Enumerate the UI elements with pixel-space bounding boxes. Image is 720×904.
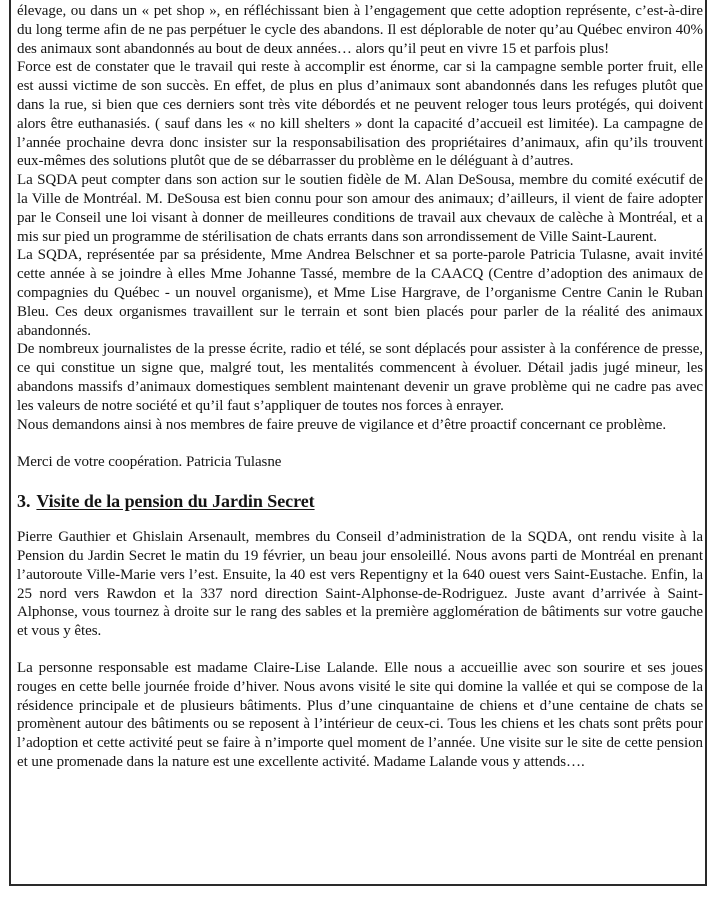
section-heading	[17, 490, 703, 512]
paragraph-sqda-representatives: La SQDA, représentée par sa présidente, Mme Andrea Belschner et sa porte-parole Patricia Tulasne, avait invité cette année à se joindre à elles Mme Johanne Tassé, membre de la CAACQ (Centre d’adoption des animaux de compagnies du Québec - un nouvel organisme), et Mme Lise Hargrave, de l’organisme Centre Canin le Ruban Bleu. Ces deux organismes travaillent sur le terrain et sont bien placés pour parler de la réalité des animaux abandonnés.	[17, 247, 703, 339]
closing-signature: Merci de votre coopération. Patricia Tulasne	[17, 454, 282, 471]
paragraph-visit-description: La personne responsable est madame Claire-Lise Lalande. Elle nous a accueillie avec son sourire et ses joues rouges en cette belle journée froide d’hiver. Nous avons visité le site qui domine la vallée et qui se compose de la résidence principale et de plusieurs bâtiments. Plus d’une cinquantaine de chiens et d’une centaine de chats se promènent autour des bâtiments ou se reposent à l’intérieur de ceux-ci. Tous les chiens et les chats sont prêts pour l’adoption et cette activité peut se faire à n’importe quel moment de l’année. Une visite sur le site de cette pension et une promenade dans la nature est une excellente activité. Madame Lalande vous y attends….	[17, 659, 703, 770]
paragraph-vigilance-request: Nous demandons ainsi à nos membres de faire preuve de vigilance et d’être proactif concernant ce problème.	[17, 416, 667, 433]
section-number: 3.	[17, 491, 31, 512]
article-body	[17, 2, 703, 772]
paragraph-press-coverage: De nombreux journalistes de la presse écrite, radio et télé, se sont déplacés pour assister à la conférence de presse, ce qui constitue un signe que, malgré tout, les mentalités commencent à évoluer. Détail jadis jugé mineur, les abandons massifs d’animaux domestiques semblent maintenant devenir un grave problème qui ne cadre pas avec les valeurs de notre société et qu’il faut s’appliquer de toutes nos forces à enrayer.	[17, 341, 703, 414]
paragraph-campaign-success: Force est de constater que le travail qui reste à accomplir est énorme, car si la campagne semble porter fruit, elle est aussi victime de son succès. En effet, de plus en plus d’animaux sont abandonnés dans les refuges plutôt que dans la rue, si bien que ces derniers sont très vite débordés et ne peuvent reloger tous leurs protégés, qui doivent alors être euthanasiés. ( sauf dans les « no kill shelters » dont la capacité d’accueil est limitée). La campagne de l’année prochaine devra donc insister sur la responsabilisation des propriétaires d’animaux, afin qu’ils trouvent eux-mêmes des solutions plutôt que de se débarrasser du problème en le déléguant à d’autres.	[17, 59, 703, 170]
paragraph-adoption-engagement: élevage, ou dans un « pet shop », en réfléchissant bien à l’engagement que cette adoption représente, c’est-à-dire du long terme afin de ne pas perpétuer le cycle des abandons. Il est déplorable de noter qu’au Québec environ 40% des animaux sont abandonnés au bout de deux années… alors qu’il peut en vivre 15 et parfois plus!	[17, 3, 703, 57]
paragraph-alan-desousa: La SQDA peut compter dans son action sur le soutien fidèle de M. Alan DeSousa, membre du comité exécutif de la Ville de Montréal. M. DeSousa est bien connu pour son amour des animaux; d’ailleurs, il vient de faire adopter par le Conseil une loi visant à donner de meilleures conditions de travail aux chevaux de calèche à Montréal, et a mis sur pied un programme de stérilisation de chats errants dans son arrondissement de Ville Saint-Laurent.	[17, 172, 703, 245]
paragraph-visit-directions: Pierre Gauthier et Ghislain Arsenault, membres du Conseil d’administration de la SQDA, ont rendu visite à la Pension du Jardin Secret le matin du 19 février, un beau jour ensoleillé. Nous avons parti de Montréal en prenant l’autoroute Ville-Marie vers l’est. Ensuite, la 40 est vers Repentigny et la 640 ouest vers Saint-Eustache. Enfin, la 25 nord vers Rawdon et la 337 nord direction Saint-Alphonse-de-Rodriguez. Juste avant d’arrivée à Saint-Alphonse, vous tournez à droite sur le rang des sables et la première agglomération de bâtiments sur votre gauche et vous y êtes.	[17, 529, 703, 640]
section-title: Visite de la pension du Jardin Secret	[36, 491, 315, 512]
